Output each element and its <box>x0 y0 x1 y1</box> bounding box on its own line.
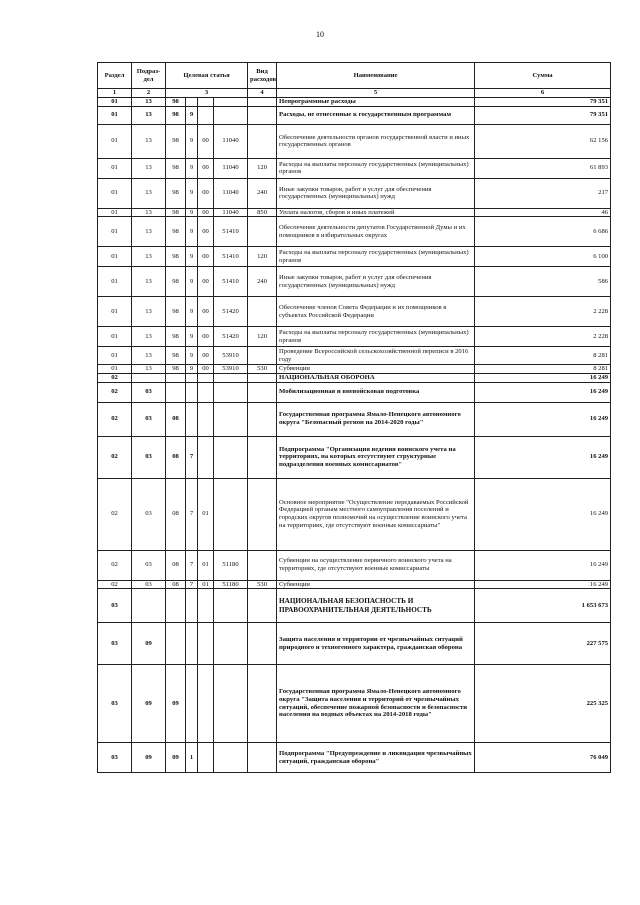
header-tselevaya-statya: Целевая статья <box>166 63 248 89</box>
razdel-cell: 01 <box>98 158 132 178</box>
direction-code-cell: 11040 <box>214 158 248 178</box>
program-code-cell: 08 <box>166 580 186 589</box>
event-code-cell: 00 <box>198 178 214 208</box>
direction-code-cell <box>214 589 248 623</box>
expense-type-cell: 530 <box>248 580 277 589</box>
amount-cell: 8 281 <box>475 347 611 365</box>
razdel-cell: 03 <box>98 623 132 665</box>
expense-type-cell <box>248 478 277 550</box>
program-code-cell: 08 <box>166 436 186 478</box>
razdel-cell: 03 <box>98 743 132 773</box>
name-cell: Мобилизационная и вневойсковая подготовка <box>277 382 475 402</box>
direction-code-cell: 51410 <box>214 267 248 297</box>
subprogram-code-cell <box>186 665 198 743</box>
direction-code-cell: 51410 <box>214 217 248 247</box>
direction-code-cell <box>214 436 248 478</box>
subprogram-code-cell: 9 <box>186 208 198 217</box>
name-cell: НАЦИОНАЛЬНАЯ БЕЗОПАСНОСТЬ И ПРАВООХРАНИТЕЛЬНАЯ ДЕЯТЕЛЬНОСТЬ <box>277 589 475 623</box>
podrazdel-cell: 13 <box>132 98 166 107</box>
budget-table-body <box>98 98 611 773</box>
amount-cell: 76 049 <box>475 743 611 773</box>
podrazdel-cell: 13 <box>132 247 166 267</box>
podrazdel-cell: 03 <box>132 402 166 436</box>
event-code-cell: 00 <box>198 365 214 374</box>
header-vid-rashodov: Вид расходов <box>248 63 277 89</box>
program-code-cell: 98 <box>166 158 186 178</box>
event-code-cell: 00 <box>198 124 214 158</box>
expense-type-cell <box>248 550 277 580</box>
podrazdel-cell: 13 <box>132 297 166 327</box>
program-code-cell: 98 <box>166 297 186 327</box>
header-number: 4 <box>248 89 277 98</box>
razdel-cell: 02 <box>98 373 132 382</box>
razdel-cell: 01 <box>98 365 132 374</box>
razdel-cell: 02 <box>98 402 132 436</box>
amount-cell: 6 686 <box>475 217 611 247</box>
amount-cell: 6 100 <box>475 247 611 267</box>
subprogram-code-cell: 7 <box>186 436 198 478</box>
table-row <box>98 327 611 347</box>
program-code-cell <box>166 623 186 665</box>
expense-type-cell: 120 <box>248 327 277 347</box>
event-code-cell <box>198 436 214 478</box>
table-row <box>98 365 611 374</box>
table-row <box>98 247 611 267</box>
amount-cell: 16 249 <box>475 478 611 550</box>
program-code-cell: 09 <box>166 743 186 773</box>
amount-cell: 1 653 673 <box>475 589 611 623</box>
subprogram-code-cell: 9 <box>186 327 198 347</box>
subprogram-code-cell: 9 <box>186 158 198 178</box>
subprogram-code-cell: 9 <box>186 365 198 374</box>
subprogram-code-cell <box>186 402 198 436</box>
subprogram-code-cell: 9 <box>186 124 198 158</box>
program-code-cell: 98 <box>166 208 186 217</box>
razdel-cell: 01 <box>98 247 132 267</box>
amount-cell: 79 351 <box>475 98 611 107</box>
amount-cell: 61 893 <box>475 158 611 178</box>
program-code-cell: 98 <box>166 217 186 247</box>
table-row <box>98 402 611 436</box>
event-code-cell <box>198 589 214 623</box>
table-row <box>98 478 611 550</box>
table-row <box>98 208 611 217</box>
program-code-cell: 08 <box>166 402 186 436</box>
razdel-cell: 02 <box>98 550 132 580</box>
header-number: 1 <box>98 89 132 98</box>
podrazdel-cell <box>132 589 166 623</box>
podrazdel-cell: 13 <box>132 327 166 347</box>
program-code-cell <box>166 589 186 623</box>
header-number: 3 <box>166 89 248 98</box>
header-number: 5 <box>277 89 475 98</box>
subprogram-code-cell: 9 <box>186 178 198 208</box>
subprogram-code-cell <box>186 98 198 107</box>
podrazdel-cell: 03 <box>132 550 166 580</box>
podrazdel-cell: 03 <box>132 478 166 550</box>
expense-type-cell <box>248 623 277 665</box>
subprogram-code-cell <box>186 382 198 402</box>
table-row <box>98 382 611 402</box>
name-cell: Расходы, не отнесенные к государственным программам <box>277 106 475 124</box>
expense-type-cell <box>248 347 277 365</box>
name-cell: Обеспечение деятельности депутатов Государственной Думы и их помощников в избирательных округах <box>277 217 475 247</box>
event-code-cell <box>198 98 214 107</box>
podrazdel-cell: 09 <box>132 623 166 665</box>
name-cell: Субвенции <box>277 365 475 374</box>
direction-code-cell: 53910 <box>214 365 248 374</box>
subprogram-code-cell: 7 <box>186 580 198 589</box>
podrazdel-cell: 09 <box>132 665 166 743</box>
name-cell: Защита населения и территории от чрезвычайных ситуаций природного и техногенного характера, гражданская оборона <box>277 623 475 665</box>
program-code-cell: 98 <box>166 347 186 365</box>
name-cell: Основное мероприятие "Осуществление передаваемых Российской Федерацией органам местного самоуправления поселений и городских округов полномочий на осуществление воинского учета на территориях, где отсутствуют военные комиссариаты" <box>277 478 475 550</box>
header-summa: Сумма <box>475 63 611 89</box>
name-cell: НАЦИОНАЛЬНАЯ ОБОРОНА <box>277 373 475 382</box>
amount-cell: 16 249 <box>475 580 611 589</box>
event-code-cell: 01 <box>198 478 214 550</box>
event-code-cell <box>198 373 214 382</box>
podrazdel-cell: 13 <box>132 208 166 217</box>
table-row <box>98 98 611 107</box>
direction-code-cell: 51410 <box>214 247 248 267</box>
expense-type-cell <box>248 665 277 743</box>
podrazdel-cell: 13 <box>132 124 166 158</box>
podrazdel-cell: 03 <box>132 580 166 589</box>
event-code-cell <box>198 106 214 124</box>
event-code-cell: 00 <box>198 208 214 217</box>
table-row <box>98 178 611 208</box>
name-cell: Государственная программа Ямало-Ненецкого автономного округа "Безопасный регион на 2014-2020 годы" <box>277 402 475 436</box>
direction-code-cell: 51180 <box>214 550 248 580</box>
razdel-cell: 01 <box>98 106 132 124</box>
podrazdel-cell: 13 <box>132 347 166 365</box>
direction-code-cell: 51420 <box>214 297 248 327</box>
table-row <box>98 217 611 247</box>
name-cell: Обеспечение членов Совета Федерации и их помощников в субъектах Российской Федерации <box>277 297 475 327</box>
direction-code-cell: 11040 <box>214 124 248 158</box>
razdel-cell: 01 <box>98 124 132 158</box>
amount-cell: 225 325 <box>475 665 611 743</box>
table-row <box>98 297 611 327</box>
expense-type-cell <box>248 297 277 327</box>
program-code-cell: 98 <box>166 178 186 208</box>
subprogram-code-cell <box>186 589 198 623</box>
amount-cell: 62 156 <box>475 124 611 158</box>
name-cell: Подпрограмма "Организация ведения воинского учета на территориях, на которых отсутствуют структурные подразделения военных комиссариатов" <box>277 436 475 478</box>
razdel-cell: 02 <box>98 382 132 402</box>
event-code-cell: 00 <box>198 297 214 327</box>
razdel-cell: 03 <box>98 589 132 623</box>
subprogram-code-cell: 9 <box>186 297 198 327</box>
direction-code-cell: 11040 <box>214 208 248 217</box>
table-row <box>98 106 611 124</box>
program-code-cell: 98 <box>166 106 186 124</box>
amount-cell: 79 351 <box>475 106 611 124</box>
header-naimenovanie: Наименование <box>277 63 475 89</box>
table-row <box>98 436 611 478</box>
event-code-cell: 00 <box>198 247 214 267</box>
program-code-cell: 98 <box>166 247 186 267</box>
subprogram-code-cell: 1 <box>186 743 198 773</box>
direction-code-cell <box>214 373 248 382</box>
direction-code-cell <box>214 623 248 665</box>
subprogram-code-cell <box>186 623 198 665</box>
header-number: 2 <box>132 89 166 98</box>
event-code-cell: 00 <box>198 267 214 297</box>
name-cell: Подпрограмма "Предупреждение и ликвидация чрезвычайных ситуаций, гражданская оборона" <box>277 743 475 773</box>
header-number: 6 <box>475 89 611 98</box>
name-cell: Проведение Всероссийской сельскохозяйственной переписи в 2016 году <box>277 347 475 365</box>
podrazdel-cell: 13 <box>132 365 166 374</box>
name-cell: Уплата налогов, сборов и иных платежей <box>277 208 475 217</box>
razdel-cell: 03 <box>98 665 132 743</box>
name-cell: Иные закупки товаров, работ и услуг для обеспечения государственных (муниципальных) нужд <box>277 267 475 297</box>
subprogram-code-cell: 9 <box>186 247 198 267</box>
program-code-cell: 08 <box>166 478 186 550</box>
podrazdel-cell: 13 <box>132 267 166 297</box>
podrazdel-cell: 13 <box>132 178 166 208</box>
header-numbers-row <box>98 89 611 98</box>
razdel-cell: 01 <box>98 98 132 107</box>
name-cell: Субвенции на осуществление первичного воинского учета на территориях, где отсутствуют военные комиссариаты <box>277 550 475 580</box>
amount-cell: 227 575 <box>475 623 611 665</box>
expense-type-cell <box>248 98 277 107</box>
name-cell: Субвенции <box>277 580 475 589</box>
table-row <box>98 665 611 743</box>
budget-table <box>97 62 611 773</box>
podrazdel-cell: 13 <box>132 106 166 124</box>
podrazdel-cell: 03 <box>132 382 166 402</box>
event-code-cell <box>198 402 214 436</box>
direction-code-cell <box>214 382 248 402</box>
expense-type-cell: 850 <box>248 208 277 217</box>
podrazdel-cell: 13 <box>132 217 166 247</box>
expense-type-cell: 530 <box>248 365 277 374</box>
razdel-cell: 01 <box>98 327 132 347</box>
table-row <box>98 743 611 773</box>
amount-cell: 46 <box>475 208 611 217</box>
event-code-cell: 01 <box>198 580 214 589</box>
razdel-cell: 01 <box>98 208 132 217</box>
name-cell: Иные закупки товаров, работ и услуг для обеспечения государственных (муниципальных) нужд <box>277 178 475 208</box>
subprogram-code-cell <box>186 373 198 382</box>
subprogram-code-cell: 7 <box>186 478 198 550</box>
program-code-cell <box>166 373 186 382</box>
amount-cell: 2 228 <box>475 327 611 347</box>
amount-cell: 217 <box>475 178 611 208</box>
razdel-cell: 01 <box>98 297 132 327</box>
event-code-cell <box>198 382 214 402</box>
expense-type-cell <box>248 106 277 124</box>
event-code-cell <box>198 743 214 773</box>
amount-cell: 8 281 <box>475 365 611 374</box>
subprogram-code-cell: 9 <box>186 267 198 297</box>
amount-cell: 2 228 <box>475 297 611 327</box>
event-code-cell: 00 <box>198 327 214 347</box>
razdel-cell: 02 <box>98 580 132 589</box>
event-code-cell: 00 <box>198 347 214 365</box>
direction-code-cell: 51180 <box>214 580 248 589</box>
expense-type-cell <box>248 436 277 478</box>
subprogram-code-cell: 7 <box>186 550 198 580</box>
expense-type-cell <box>248 373 277 382</box>
direction-code-cell <box>214 743 248 773</box>
table-row <box>98 589 611 623</box>
expense-type-cell <box>248 743 277 773</box>
expense-type-cell: 240 <box>248 178 277 208</box>
program-code-cell: 98 <box>166 124 186 158</box>
event-code-cell: 00 <box>198 158 214 178</box>
amount-cell: 16 249 <box>475 402 611 436</box>
page-number: 10 <box>316 30 324 39</box>
table-row <box>98 623 611 665</box>
event-code-cell <box>198 665 214 743</box>
program-code-cell: 98 <box>166 365 186 374</box>
table-row <box>98 158 611 178</box>
razdel-cell: 01 <box>98 217 132 247</box>
subprogram-code-cell: 9 <box>186 217 198 247</box>
direction-code-cell <box>214 98 248 107</box>
amount-cell: 16 249 <box>475 550 611 580</box>
expense-type-cell <box>248 589 277 623</box>
amount-cell: 586 <box>475 267 611 297</box>
amount-cell: 16 249 <box>475 436 611 478</box>
direction-code-cell: 51420 <box>214 327 248 347</box>
program-code-cell: 98 <box>166 327 186 347</box>
name-cell: Обеспечение деятельности органов государственной власти и иных государственных органов <box>277 124 475 158</box>
direction-code-cell: 11040 <box>214 178 248 208</box>
name-cell: Непрограммные расходы <box>277 98 475 107</box>
name-cell: Расходы на выплаты персоналу государственных (муниципальных) органов <box>277 158 475 178</box>
expense-type-cell: 120 <box>248 247 277 267</box>
program-code-cell: 08 <box>166 550 186 580</box>
expense-type-cell <box>248 382 277 402</box>
program-code-cell <box>166 382 186 402</box>
expense-type-cell: 240 <box>248 267 277 297</box>
podrazdel-cell <box>132 373 166 382</box>
header-podrazdel: Подраз-дел <box>132 63 166 89</box>
podrazdel-cell: 09 <box>132 743 166 773</box>
razdel-cell: 01 <box>98 178 132 208</box>
name-cell: Расходы на выплаты персоналу государственных (муниципальных) органов <box>277 327 475 347</box>
name-cell: Расходы на выплаты персоналу государственных (муниципальных) органов <box>277 247 475 267</box>
expense-type-cell <box>248 402 277 436</box>
table-row <box>98 124 611 158</box>
amount-cell: 16 249 <box>475 373 611 382</box>
amount-cell: 16 249 <box>475 382 611 402</box>
podrazdel-cell: 03 <box>132 436 166 478</box>
table-row <box>98 267 611 297</box>
direction-code-cell <box>214 402 248 436</box>
expense-type-cell: 120 <box>248 158 277 178</box>
program-code-cell: 98 <box>166 267 186 297</box>
table-row <box>98 580 611 589</box>
razdel-cell: 01 <box>98 267 132 297</box>
expense-type-cell <box>248 217 277 247</box>
event-code-cell: 00 <box>198 217 214 247</box>
razdel-cell: 02 <box>98 436 132 478</box>
direction-code-cell <box>214 665 248 743</box>
direction-code-cell <box>214 106 248 124</box>
event-code-cell <box>198 623 214 665</box>
razdel-cell: 01 <box>98 347 132 365</box>
table-row <box>98 373 611 382</box>
direction-code-cell <box>214 478 248 550</box>
razdel-cell: 02 <box>98 478 132 550</box>
expense-type-cell <box>248 124 277 158</box>
subprogram-code-cell: 9 <box>186 106 198 124</box>
name-cell: Государственная программа Ямало-Ненецкого автономного округа "Защита населения и территорий от чрезвычайных ситуаций, обеспечение пожарной безопасности и безопасности населения на водных объектах на 2014-2018 годы" <box>277 665 475 743</box>
header-razdel: Раздел <box>98 63 132 89</box>
program-code-cell: 98 <box>166 98 186 107</box>
program-code-cell: 09 <box>166 665 186 743</box>
podrazdel-cell: 13 <box>132 158 166 178</box>
table-row <box>98 550 611 580</box>
subprogram-code-cell: 9 <box>186 347 198 365</box>
event-code-cell: 01 <box>198 550 214 580</box>
direction-code-cell: 53910 <box>214 347 248 365</box>
table-row <box>98 347 611 365</box>
